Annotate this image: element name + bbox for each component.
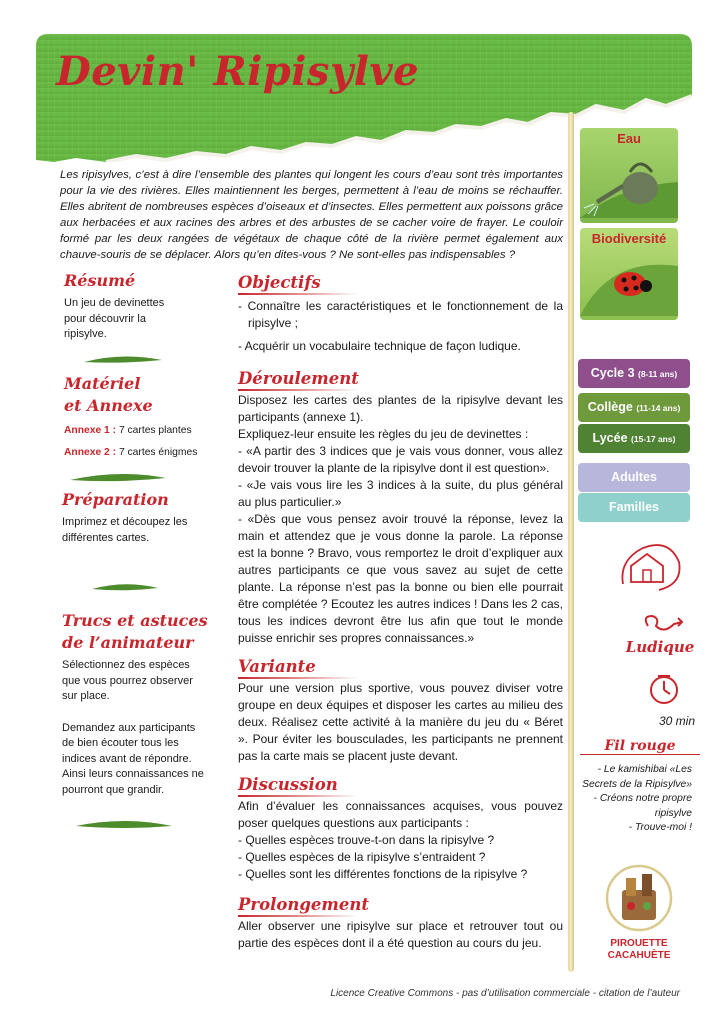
objectifs-heading-text: Objectifs [238,273,321,292]
deroulement-text [238,392,563,647]
discussion-paragraph: - Quelles espèces trouve-t-on dans la ripisylve ? [238,833,495,847]
annex-2-text: 7 cartes énigmes [116,446,198,458]
age-label: Lycée [592,431,628,445]
deroulement-paragraph: - «A partir des 3 indices que je vais vous donner, vous allez devoir trouver la plante de la ripisylve dont il est question». [238,444,563,475]
ludique-icon [640,612,686,636]
duration-label: 30 min [658,714,695,728]
trucs-heading-2: de l’animateur [62,633,194,652]
age-range: (11-14 ans) [636,403,681,413]
fil-rouge-list [580,763,700,836]
annex-1-text: 7 cartes plantes [116,425,192,436]
deroulement-section [238,368,563,647]
objectif-item: - Connaître les caractéristiques et le fonctionnement de la ripisylve ; [238,299,563,330]
age-range: (15-17 ans) [631,434,676,444]
variante-text: Pour une version plus sportive, vous pouvez diviser votre groupe en deux équipes et disposer les cartes au milieu des deux. Réalisez cette activité à la manière du jeu du « Béret ». Pour éviter les bousculades, les participants ne prennent pas la carte mais se placent juste devant. [238,681,563,763]
watering-can-icon [580,146,678,218]
age-label: Cycle 3 [590,366,635,380]
page-title: Devin' Ripisylve [56,48,420,95]
objectif-item: - Acquérir un vocabulaire technique de façon ludique. [238,339,521,353]
materiel-section [64,373,214,460]
resume-heading: Résumé [64,271,136,290]
annex-2 [64,445,214,461]
leaf-divider [90,582,160,594]
variante-heading-text: Variante [238,657,316,676]
audience-adultes: Adultes [578,463,690,492]
prolongement-heading-text: Prolongement [238,895,369,914]
variante-section [238,656,563,765]
topic-label: Biodiversité [591,231,667,246]
annex-1-label: Annexe 1 : [64,425,117,436]
preparation-section [62,489,202,546]
ladybug-icon [580,246,678,316]
discussion-heading [238,774,563,796]
logo-line-2: CACAHUÈTE [607,950,671,961]
fil-rouge-heading: Fil rouge [580,738,700,755]
prolongement-section [238,894,563,952]
trucs-text-2: Demandez aux participants de bien écouter tous les indices avant de répondre. Ainsi leurs connaissances ne pourront que grandir. [62,721,204,796]
trucs-heading-1: Trucs et astuces [62,611,208,630]
objectifs-section [238,272,563,355]
prolongement-text: Aller observer une ripisylve sur place et retrouver tout ou partie des espèces dont il a été question au cours du jeu. [238,919,563,950]
discussion-heading-text: Discussion [238,775,338,794]
deroulement-paragraph: Expliquez-leur ensuite les règles du jeu de devinettes : [238,427,529,441]
objectifs-heading [238,272,563,294]
prolongement-heading [238,894,563,916]
age-label: Collège [587,400,633,414]
deroulement-paragraph: Disposez les cartes des plantes de la ripisylve devant les participants (annexe 1). [238,393,563,424]
intro-paragraph: Les ripisylves, c’est à dire l’ensemble des plantes qui longent les cours d’eau sont très importantes pour la vie des rivières. Elles maintiennent les berges, permettent à l’eau de moins se réchauffer. Elles abritent de nombreuses espèces d’oiseaux et d’insectes. Elles permettent aux poissons grâce aux herbacées et aux racines des arbres et des arbustes de se cacher voire de frayer. Le couloir formé par les deux rangées de végétaux de chaque côté de la rivière permet également aux chauve-souris de se déplacer. Alors qu’en dites-vous ? Ne sont-elles pas indispensables ? [60,169,563,261]
variante-heading [238,656,563,678]
fil-rouge-item: - Trouve-moi ! [628,822,692,833]
topic-eau [580,128,678,223]
preparation-heading: Préparation [62,490,169,509]
clock-icon [647,672,681,706]
license-footer: Licence Creative Commons - pas d’utilisation commerciale - citation de l’auteur [330,988,680,999]
fil-rouge-item: - Créons notre propre ripisylve [593,793,692,819]
audience-familles: Familles [578,493,690,522]
logo-text [592,938,686,962]
age-range: (8-11 ans) [638,369,678,379]
age-lycee [578,424,690,453]
deroulement-paragraph: - «Je vais vous lire les 3 indices à la suite, du plus général au plus particulier.» [238,478,563,509]
fil-rouge-section [580,738,700,836]
leaf-divider [74,818,174,832]
annex-1 [64,423,214,439]
deroulement-heading-text: Déroulement [238,369,359,388]
fil-rouge-item: - Le kamishibai «Les Secrets de la Ripisylve» [582,764,692,790]
trucs-text-1: Sélectionnez des espèces que vous pourrez observer sur place. [62,659,193,702]
indoor-house-icon [613,540,683,592]
age-college [578,393,690,422]
logo-line-1: PIROUETTE [610,938,668,949]
reed-divider [568,112,574,972]
annex-2-label: Annexe 2 : [64,446,117,458]
topic-biodiversite [580,228,678,320]
discussion-paragraph: - Quelles sont les différentes fonctions de la ripisylve ? [238,867,528,881]
discussion-paragraph: Afin d’évaluer les connaissances acquises, vous pouvez poser quelques questions aux participants : [238,799,563,830]
topic-label: Eau [617,131,641,146]
materiel-heading-2: et Annexe [64,396,153,415]
leaf-divider [68,471,168,485]
discussion-paragraph: - Quelles espèces de la ripisylve s’entraident ? [238,850,486,864]
discussion-text [238,798,563,883]
resume-text: Un jeu de devinettes pour découvrir la ripisylve. [64,297,165,340]
mode-label: Ludique [625,638,695,656]
deroulement-heading [238,368,563,390]
trucs-section [62,610,212,798]
discussion-section [238,774,563,883]
resume-section [64,270,194,343]
materiel-heading-1: Matériel [64,374,141,393]
objectifs-list [238,298,563,355]
age-cycle3 [578,359,690,388]
preparation-text: Imprimez et découpez les différentes cartes. [62,516,188,544]
pirouette-cacahuete-logo [604,862,674,934]
leaf-divider [82,354,164,366]
deroulement-paragraph: - «Dès que vous pensez avoir trouvé la réponse, levez la main et attendez que je vous donne la parole. La réponse est la bonne ? Bravo, vous remportez le droit d’expliquer aux autres participants ce que vous savez au sujet de cette plante. La réponse n’est pas la bonne ou bien elle pourrait être complétée ? Ecoutez les autres indices ! Dans les 2 cas, tous les indices devront être lus afin que tout le monde puisse enrichir ses propres connaissances.» [238,512,563,645]
